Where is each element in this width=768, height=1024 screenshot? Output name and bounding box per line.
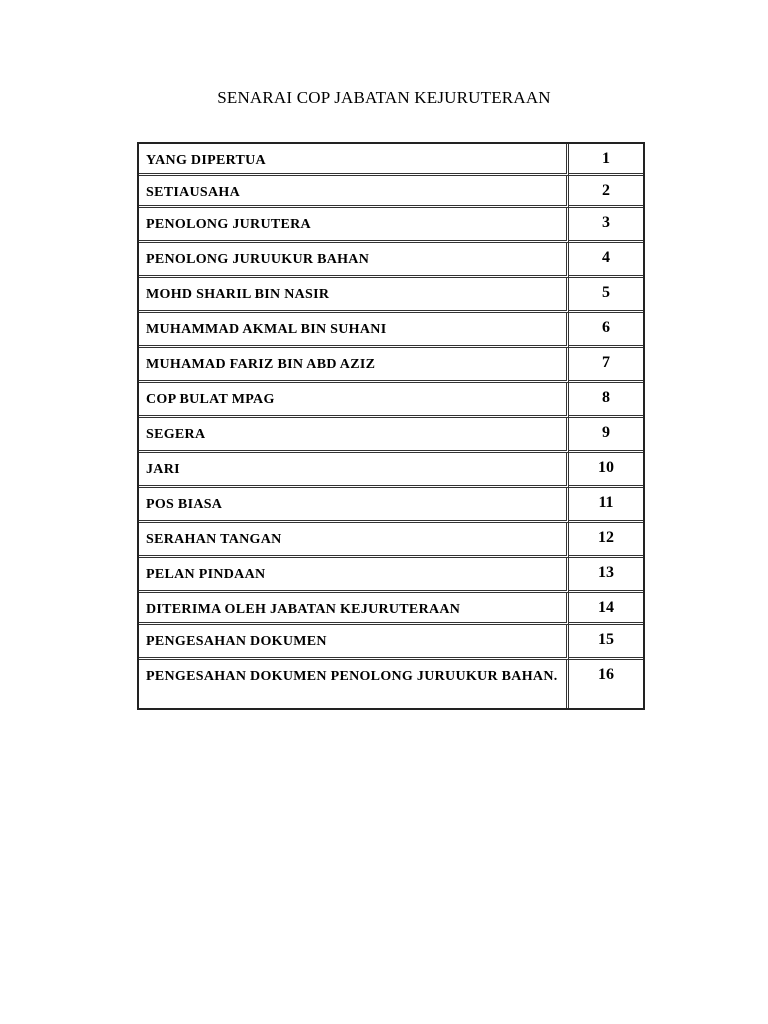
stamp-name: PENOLONG JURUUKUR BAHAN (139, 243, 569, 278)
stamp-name: DITERIMA OLEH JABATAN KEJURUTERAAN (139, 593, 569, 625)
stamp-name: POS BIASA (139, 488, 569, 523)
stamp-name: PELAN PINDAAN (139, 558, 569, 593)
stamp-number: 12 (569, 523, 643, 558)
stamp-number: 8 (569, 383, 643, 418)
table-row (139, 660, 643, 708)
stamp-number: 16 (598, 666, 614, 683)
table-row (139, 453, 643, 488)
table-row (139, 208, 643, 243)
stamp-number: 9 (569, 418, 643, 453)
stamp-number: 10 (569, 453, 643, 488)
table-row (139, 558, 643, 593)
stamp-name: SEGERA (139, 418, 569, 453)
stamp-name: PENGESAHAN DOKUMEN (139, 625, 569, 660)
table-row (139, 488, 643, 523)
table-row (139, 278, 643, 313)
stamp-number: 6 (569, 313, 643, 348)
table-row (139, 243, 643, 278)
stamp-number: 11 (569, 488, 643, 523)
table-row (139, 383, 643, 418)
stamp-name: PENOLONG JURUTERA (139, 208, 569, 243)
stamp-name: MUHAMMAD AKMAL BIN SUHANI (139, 313, 569, 348)
table-row (139, 176, 643, 208)
table-row (139, 625, 643, 660)
stamp-number: 5 (569, 278, 643, 313)
stamp-number: 7 (569, 348, 643, 383)
stamp-number: 3 (569, 208, 643, 243)
stamp-name: MUHAMAD FARIZ BIN ABD AZIZ (139, 348, 569, 383)
table-row (139, 144, 643, 176)
table-row (139, 523, 643, 558)
stamp-name: YANG DIPERTUA (139, 144, 569, 176)
stamp-name: SERAHAN TANGAN (139, 523, 569, 558)
stamp-number: 4 (569, 243, 643, 278)
stamp-list-table (137, 142, 645, 710)
stamp-name: SETIAUSAHA (139, 176, 569, 208)
stamp-name: PENGESAHAN DOKUMEN PENOLONG JURUUKUR BAHAN. (139, 660, 569, 708)
stamp-name: MOHD SHARIL BIN NASIR (139, 278, 569, 313)
table-row (139, 348, 643, 383)
stamp-number: 15 (569, 625, 643, 660)
table-row (139, 593, 643, 625)
page-title: SENARAI COP JABATAN KEJURUTERAAN (217, 88, 551, 107)
stamp-number: 13 (569, 558, 643, 593)
stamp-number: 1 (569, 144, 643, 176)
stamp-name: JARI (139, 453, 569, 488)
stamp-name: COP BULAT MPAG (139, 383, 569, 418)
table-row (139, 313, 643, 348)
stamp-number: 2 (569, 176, 643, 208)
table-row (139, 418, 643, 453)
stamp-number: 14 (569, 593, 643, 625)
